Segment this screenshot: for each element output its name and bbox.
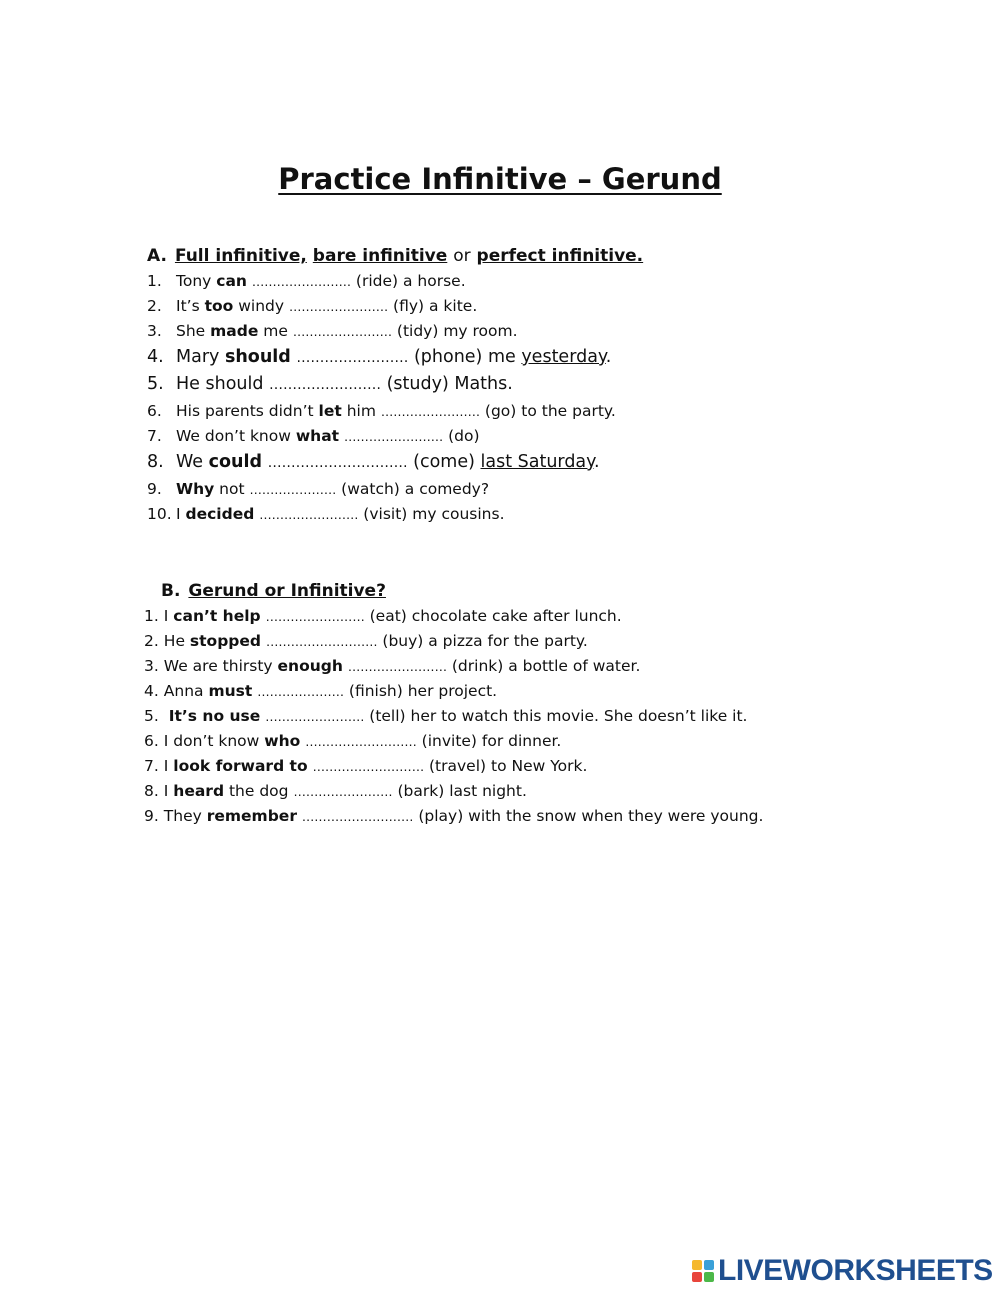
answer-blank[interactable]: …………………… bbox=[251, 274, 351, 289]
item-number: 4. bbox=[144, 682, 159, 700]
exercise-item bbox=[144, 757, 587, 775]
item-number: 2. bbox=[144, 632, 159, 650]
item-verb-hint: (buy) a pizza for the party. bbox=[377, 632, 588, 650]
exercise-item bbox=[147, 272, 466, 290]
answer-blank[interactable]: …………………… bbox=[292, 324, 392, 339]
exercise-item bbox=[144, 732, 561, 750]
answer-blank[interactable]: ……………………… bbox=[265, 634, 378, 649]
item-punctuation: . bbox=[605, 347, 612, 367]
heading-perfect-infinitive: perfect infinitive. bbox=[476, 246, 644, 266]
item-keyword: made bbox=[210, 322, 259, 340]
item-verb-hint: (drink) a bottle of water. bbox=[446, 657, 641, 675]
item-keyword: stopped bbox=[189, 632, 262, 650]
answer-blank[interactable]: …………………… bbox=[347, 659, 447, 674]
item-text-before: They bbox=[163, 807, 207, 825]
item-number: 5. bbox=[147, 374, 164, 394]
item-punctuation: . bbox=[594, 452, 600, 472]
exercise-item bbox=[144, 782, 527, 800]
exercise-item bbox=[144, 707, 747, 725]
item-text-middle: windy bbox=[233, 297, 289, 315]
exercise-item bbox=[144, 607, 622, 625]
answer-blank[interactable]: …………………… bbox=[265, 709, 365, 724]
item-number: 4. bbox=[147, 347, 164, 367]
exercise-item bbox=[144, 657, 640, 675]
item-number: 3. bbox=[144, 657, 159, 675]
exercise-item bbox=[144, 682, 497, 700]
item-keyword: who bbox=[264, 732, 301, 750]
section-b-heading bbox=[144, 580, 904, 603]
item-keyword: decided bbox=[185, 505, 255, 523]
exercise-item bbox=[147, 374, 513, 394]
item-verb-hint: (eat) chocolate cake after lunch. bbox=[364, 607, 622, 625]
answer-blank[interactable]: ………………………… bbox=[267, 455, 408, 471]
logo-tile bbox=[704, 1260, 714, 1270]
section-a-heading bbox=[147, 245, 907, 268]
item-keyword: look forward to bbox=[173, 757, 308, 775]
logo-text: LIVEWORKSHEETS bbox=[718, 1254, 993, 1287]
heading-full-infinitive: Full infinitive, bbox=[174, 246, 307, 266]
item-verb-hint: (tidy) my room. bbox=[391, 322, 518, 340]
item-verb-hint: (ride) a horse. bbox=[351, 272, 466, 290]
item-verb-hint: (visit) my cousins. bbox=[358, 505, 505, 523]
answer-blank[interactable]: …………………… bbox=[288, 299, 389, 314]
exercise-item bbox=[147, 505, 505, 523]
item-keyword: could bbox=[208, 452, 262, 472]
item-number: 7. bbox=[144, 757, 159, 775]
item-number: 6. bbox=[147, 402, 162, 420]
heading-bare-infinitive: bare infinitive bbox=[312, 246, 448, 266]
item-keyword: heard bbox=[173, 782, 225, 800]
logo-tile bbox=[704, 1272, 714, 1282]
item-keyword: let bbox=[318, 402, 342, 420]
item-text-before: His parents didn’t bbox=[176, 402, 319, 420]
item-verb-hint: (travel) to New York. bbox=[424, 757, 588, 775]
item-text-before: I bbox=[176, 505, 186, 523]
exercise-item bbox=[144, 807, 763, 825]
answer-blank[interactable]: ………………… bbox=[257, 684, 344, 699]
item-verb-hint: (do) bbox=[443, 427, 480, 445]
item-number: 2. bbox=[147, 297, 162, 315]
logo-tile bbox=[692, 1260, 702, 1270]
worksheet-title: Practice Infinitive – Gerund bbox=[278, 162, 722, 196]
item-keyword: Why bbox=[176, 480, 215, 498]
item-text-before: I bbox=[163, 607, 174, 625]
item-text-middle: the dog bbox=[224, 782, 294, 800]
item-keyword: must bbox=[208, 682, 253, 700]
item-number: 7. bbox=[147, 427, 162, 445]
item-keyword: what bbox=[295, 427, 340, 445]
logo-tile bbox=[692, 1272, 702, 1282]
answer-blank[interactable]: …………………… bbox=[296, 350, 409, 366]
answer-blank[interactable]: …………………… bbox=[269, 377, 382, 393]
item-text-before: I don’t know bbox=[163, 732, 265, 750]
item-number: 3. bbox=[147, 322, 162, 340]
item-verb-hint: (study) Maths. bbox=[381, 374, 513, 394]
item-text-before: He bbox=[163, 632, 190, 650]
item-verb-hint: (bark) last night. bbox=[392, 782, 527, 800]
item-verb-hint: (go) to the party. bbox=[479, 402, 616, 420]
item-text-middle: not bbox=[214, 480, 250, 498]
answer-blank[interactable]: ……………………… bbox=[312, 759, 425, 774]
item-number: 10. bbox=[147, 505, 172, 523]
item-verb-hint: (watch) a comedy? bbox=[336, 480, 490, 498]
item-text-before: Anna bbox=[163, 682, 209, 700]
section-a bbox=[147, 245, 907, 523]
heading-or: or bbox=[453, 246, 471, 266]
item-number: 1. bbox=[144, 607, 159, 625]
item-text-before: We are thirsty bbox=[163, 657, 278, 675]
answer-blank[interactable]: …………………… bbox=[293, 784, 393, 799]
section-b-letter: B. bbox=[161, 581, 181, 601]
section-b bbox=[144, 580, 904, 825]
item-number: 9. bbox=[144, 807, 159, 825]
item-keyword: remember bbox=[206, 807, 297, 825]
exercise-item bbox=[147, 322, 518, 340]
item-keyword: can bbox=[216, 272, 247, 290]
item-text-before: Mary bbox=[176, 347, 225, 367]
item-text-before: She bbox=[176, 322, 211, 340]
answer-blank[interactable]: ……………………… bbox=[305, 734, 417, 749]
item-verb-hint: (fly) a kite. bbox=[388, 297, 478, 315]
item-text-before: He should bbox=[176, 374, 270, 394]
answer-blank[interactable]: …………………… bbox=[259, 507, 359, 522]
item-number: 8. bbox=[144, 782, 159, 800]
answer-blank[interactable]: ………………… bbox=[249, 482, 337, 497]
item-verb-hint: (tell) her to watch this movie. She doesn’t like it. bbox=[364, 707, 748, 725]
item-keyword: should bbox=[224, 347, 291, 367]
answer-blank[interactable]: …………………… bbox=[265, 609, 365, 624]
exercise-item bbox=[147, 402, 616, 420]
item-text-before: We don’t know bbox=[176, 427, 296, 445]
heading-gerund-or-infinitive: Gerund or Infinitive? bbox=[188, 581, 386, 601]
item-time-expression: last Saturday bbox=[480, 452, 595, 472]
item-text-middle: him bbox=[341, 402, 381, 420]
item-text-before: I bbox=[163, 782, 174, 800]
item-verb-hint: (play) with the snow when they were young. bbox=[413, 807, 764, 825]
item-number: 6. bbox=[144, 732, 159, 750]
logo-tiles-icon bbox=[692, 1260, 714, 1282]
liveworksheets-logo bbox=[692, 1254, 993, 1288]
answer-blank[interactable]: ……………………… bbox=[301, 809, 414, 824]
item-number: 8. bbox=[147, 452, 164, 472]
item-verb-hint: (phone) me bbox=[408, 347, 522, 367]
exercise-item bbox=[147, 452, 600, 472]
answer-blank[interactable]: …………………… bbox=[344, 429, 444, 444]
item-verb-hint: (finish) her project. bbox=[343, 682, 498, 700]
item-time-expression: yesterday bbox=[521, 347, 606, 367]
item-keyword: can’t help bbox=[173, 607, 261, 625]
item-verb-hint: (invite) for dinner. bbox=[416, 732, 562, 750]
exercise-item bbox=[147, 297, 477, 315]
exercise-item bbox=[144, 632, 588, 650]
item-keyword: It’s no use bbox=[168, 707, 261, 725]
item-text-before: We bbox=[176, 452, 209, 472]
section-a-letter: A. bbox=[147, 246, 167, 266]
item-number: 1. bbox=[147, 272, 162, 290]
exercise-item bbox=[147, 427, 480, 445]
item-text-before: It’s bbox=[176, 297, 205, 315]
exercise-item bbox=[147, 480, 489, 498]
item-number: 9. bbox=[147, 480, 162, 498]
answer-blank[interactable]: …………………… bbox=[380, 404, 480, 419]
item-text-before: I bbox=[163, 757, 174, 775]
item-keyword: too bbox=[204, 297, 234, 315]
item-number: 5. bbox=[144, 707, 159, 725]
item-verb-hint: (come) bbox=[407, 452, 481, 472]
item-text-before: Tony bbox=[176, 272, 217, 290]
item-keyword: enough bbox=[277, 657, 343, 675]
item-text-middle: me bbox=[258, 322, 293, 340]
exercise-item bbox=[147, 347, 611, 367]
